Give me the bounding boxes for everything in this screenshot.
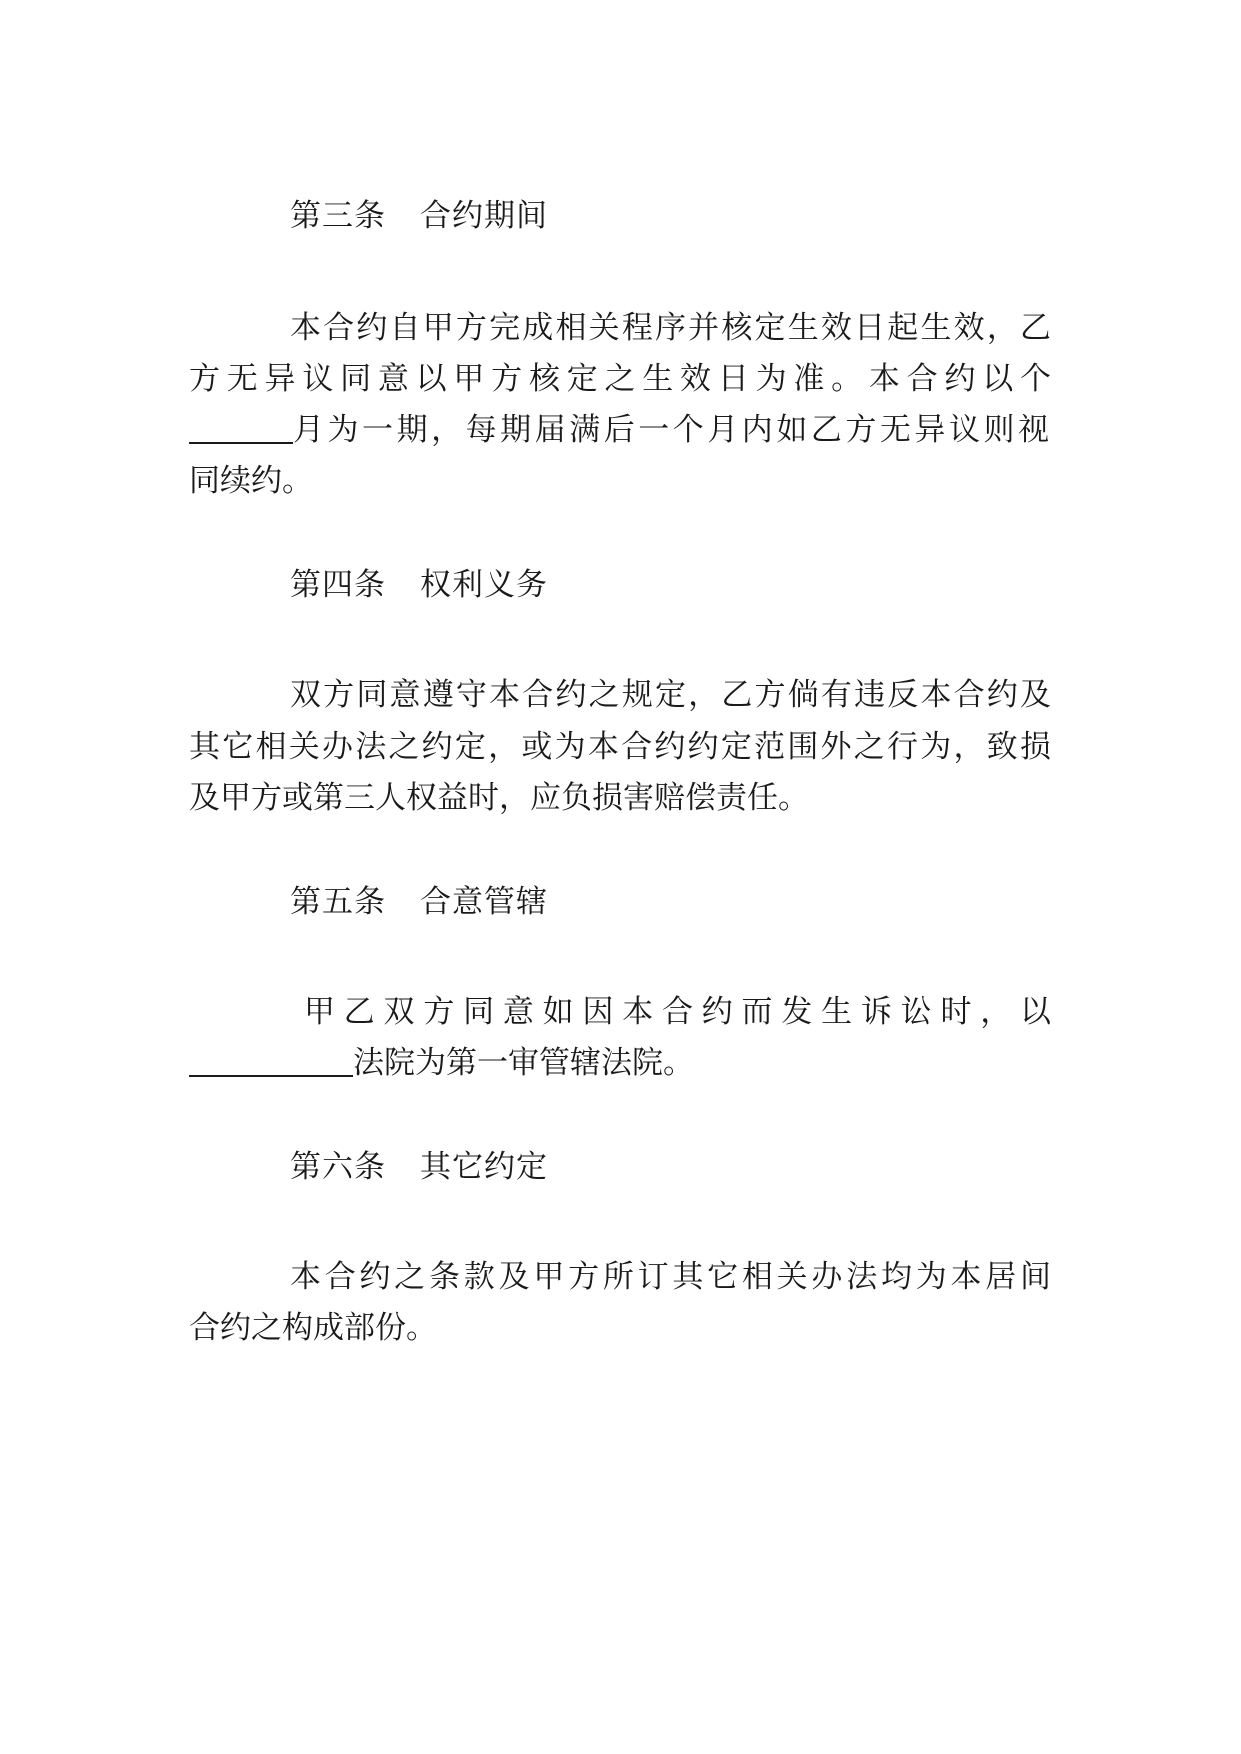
section-3-line-3-text: 月为一期，每期届满后一个月内如乙方无异议则视	[293, 412, 1049, 448]
section-4-number: 第四条	[290, 567, 386, 603]
section-3-line-3	[189, 410, 1051, 450]
section-3-number: 第三条	[290, 198, 386, 234]
section-3-line-2: 方无异议同意以甲方核定之生效日为准。本合约以个	[189, 361, 1051, 397]
section-4-line-3: 及甲方或第三人权益时，应负损害赔偿责任。	[189, 780, 809, 816]
section-3-title: 合约期间	[420, 198, 548, 234]
fill-in-blank[interactable]	[189, 414, 293, 444]
section-5-line-2-text: 法院为第一审管辖法院。	[353, 1045, 694, 1081]
section-5-line-2	[189, 1043, 1051, 1083]
section-5-line-1: 甲乙双方同意如因本合约而发生诉讼时，以	[304, 994, 1051, 1030]
section-5-heading	[290, 882, 548, 922]
section-6-heading	[290, 1147, 548, 1187]
section-3-line-4: 同续约。	[189, 463, 313, 499]
section-4-line-2: 其它相关办法之约定，或为本合约约定范围外之行为，致损	[189, 729, 1051, 765]
section-6-number: 第六条	[290, 1149, 386, 1185]
section-4-heading	[290, 565, 548, 605]
section-4-line-1: 双方同意遵守本合约之规定，乙方倘有违反本合约及	[290, 677, 1051, 713]
section-3-heading	[290, 196, 548, 236]
section-6-line-2: 合约之构成部份。	[189, 1310, 437, 1346]
section-5-number: 第五条	[290, 884, 386, 920]
fill-in-blank[interactable]	[189, 1047, 353, 1077]
section-5-title: 合意管辖	[420, 884, 548, 920]
section-6-title: 其它约定	[420, 1149, 548, 1185]
section-6-line-1: 本合约之条款及甲方所订其它相关办法均为本居间	[290, 1259, 1051, 1295]
section-3-line-1: 本合约自甲方完成相关程序并核定生效日起生效，乙	[290, 310, 1051, 346]
section-4-title: 权利义务	[420, 567, 548, 603]
